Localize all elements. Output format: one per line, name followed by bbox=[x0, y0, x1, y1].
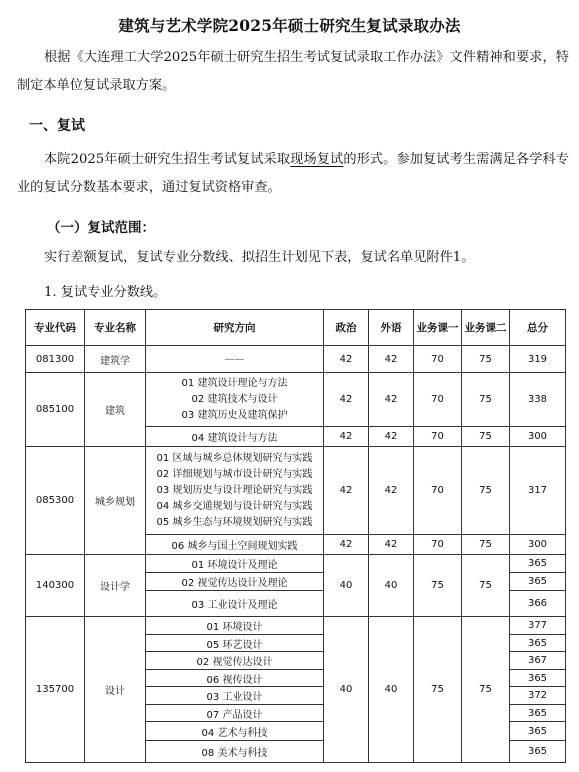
intro-paragraph: 根据《大连理工大学2025年硕士研究生招生考试复试录取工作办法》文件精神和要求，特制定本单位复试录取方案。 bbox=[17, 50, 569, 93]
table-row: 06 视传设计 365 bbox=[26, 670, 566, 687]
header-total: 总分 bbox=[510, 310, 566, 346]
header-direction: 研究方向 bbox=[146, 310, 324, 346]
table-row: 07 产品设计 365 bbox=[26, 705, 566, 722]
table-row: 06 城乡与国土空间规划实践 42 42 70 75 300 bbox=[26, 535, 566, 555]
table-row: 081300 建筑学 —— 42 42 70 75 319 bbox=[26, 346, 566, 373]
table-row: 04 艺术与科技 365 bbox=[26, 722, 566, 741]
section-heading-retest: 一、复试 bbox=[29, 118, 85, 134]
subsection-heading-scope: （一）复试范围： bbox=[47, 220, 155, 236]
table-row: 085300 城乡规划 01 区域与城乡总体规划研究与实践 02 详细规划与城市设计研究与实践 03 规划历史与设计理论研究与实践 04 城乡交通规划与设计研究与实践 05 城乡生态与环境规划研究与实践 42 42 70 75 317 bbox=[26, 447, 566, 535]
header-politics: 政治 bbox=[324, 310, 369, 346]
table-row: 02 视觉传达设计及理论 365 bbox=[26, 573, 566, 591]
table-row: 08 美术与科技 365 bbox=[26, 741, 566, 763]
score-line-table bbox=[25, 309, 566, 763]
table-row: 140300 设计学 01 环境设计及理论 40 40 75 75 365 bbox=[26, 555, 566, 573]
table-row: 04 建筑设计与方法 42 42 70 75 300 bbox=[26, 427, 566, 447]
retest-paragraph: 本院2025年硕士研究生招生考试复试采取现场复试的形式。参加复试考生需满足各学科专业的复试分数基本要求，通过复试资格审查。 bbox=[17, 152, 570, 195]
header-course2: 业务课二 bbox=[462, 310, 510, 346]
onsite-retest-underlined: 现场复试 bbox=[290, 152, 344, 167]
document-title: 建筑与艺术学院2025年硕士研究生复试录取办法 bbox=[118, 16, 461, 35]
list-item-score-lines: 1. 复试专业分数线。 bbox=[44, 285, 167, 300]
header-course1: 业务课一 bbox=[414, 310, 462, 346]
header-major: 专业名称 bbox=[85, 310, 146, 346]
table-row: 085100 建筑 01 建筑设计理论与方法 02 建筑技术与设计 03 建筑历史及建筑保护 42 42 70 75 338 bbox=[26, 373, 566, 427]
scope-paragraph: 实行差额复试，复试专业分数线、拟招生计划见下表，复试名单见附件1。 bbox=[44, 250, 475, 265]
header-code: 专业代码 bbox=[26, 310, 85, 346]
header-english: 外语 bbox=[369, 310, 414, 346]
table-row: 03 工业设计及理论 366 bbox=[26, 591, 566, 617]
table-row: 05 环艺设计 365 bbox=[26, 635, 566, 652]
table-row: 03 工业设计 372 bbox=[26, 687, 566, 705]
table-row: 135700 设计 01 环境设计 40 40 75 75 377 bbox=[26, 617, 566, 635]
table-row: 02 视觉传达设计 367 bbox=[26, 652, 566, 670]
table-header-row bbox=[26, 310, 566, 346]
